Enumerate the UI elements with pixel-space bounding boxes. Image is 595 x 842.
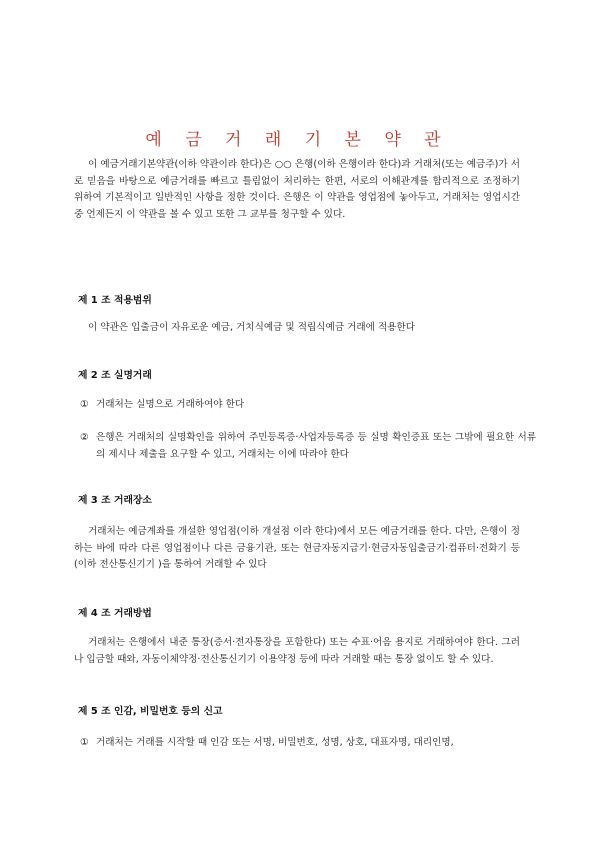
item-text: 거래처는 실명으로 거래하여야 한다 (96, 399, 245, 410)
article-3-heading: 제 3 조 거래장소 (78, 495, 152, 506)
item-text: 은행은 거래처의 실명확인을 위하여 주민등록증·사업자등록증 등 실명 확인증표 또는 그밖에 필요한 서류의 제시나 제출을 요구할 수 있고, 거래처는 이에 따라야 한다 (96, 432, 536, 460)
article-2-item-2 (80, 429, 536, 463)
article-1-heading: 제 1 조 적용범위 (78, 295, 152, 306)
article-5-heading: 제 5 조 인감, 비밀번호 등의 신고 (78, 706, 223, 717)
article-1-body: 이 약관은 입출금이 자유로운 예금, 거치식예금 및 적립식예금 거래에 적용한다 (88, 322, 416, 333)
article-4-heading: 제 4 조 거래방법 (78, 608, 152, 619)
article-2-item-1 (80, 396, 536, 413)
article-4-body: 거래처는 은행에서 내준 통장(증서·전자통장을 포함한다) 또는 수표·어음 용지로 거래하여야 한다. 그러나 입금할 때와, 자동이체약정·전산통신기기 이용약정 등에 따라 거래할 때는 통장 없이도 할 수 있다. (74, 637, 520, 665)
document-title: 예 금 거 래 기 본 약 관 (145, 130, 450, 151)
item-number: ① (80, 399, 89, 410)
article-3-body: 거래처는 예금계좌를 개설한 영업점(이하 개설점 이라 한다)에서 모든 예금거래를 한다. 다만, 은행이 정하는 바에 따라 다른 영업점이나 다른 금융기관, 또는 현금자동지급기·현금자동입출금기·컴퓨터·전화기 등(이하 전산통신기기 )을 통하여 거래할 수 있다 (74, 526, 520, 570)
intro-paragraph: 이 예금거래기본약관(이하 약관이라 한다)은 ○○ 은행(이하 은행이라 한다)과 거래처(또는 예금주)가 서로 믿음을 바탕으로 예금거래를 빠르고 틀림없이 처리하는 한편, 서로의 이해관계를 합리적으로 조정하기 위하여 기본적이고 일반적인 사항을 정한 것이다. 은행은 이 약관을 영업점에 놓아두고, 거래처는 영업시간 중 언제든지 이 약관을 볼 수 있고 또한 그 교부를 청구할 수 있다. (74, 159, 520, 220)
item-number: ① (80, 737, 89, 748)
article-2-heading: 제 2 조 실명거래 (78, 370, 152, 381)
article-5-item-1 (80, 734, 536, 751)
item-text: 거래처는 거래를 시작할 때 인감 또는 서명, 비밀번호, 성명, 상호, 대표자명, 대리인명, (96, 737, 454, 748)
item-number: ② (80, 432, 89, 443)
